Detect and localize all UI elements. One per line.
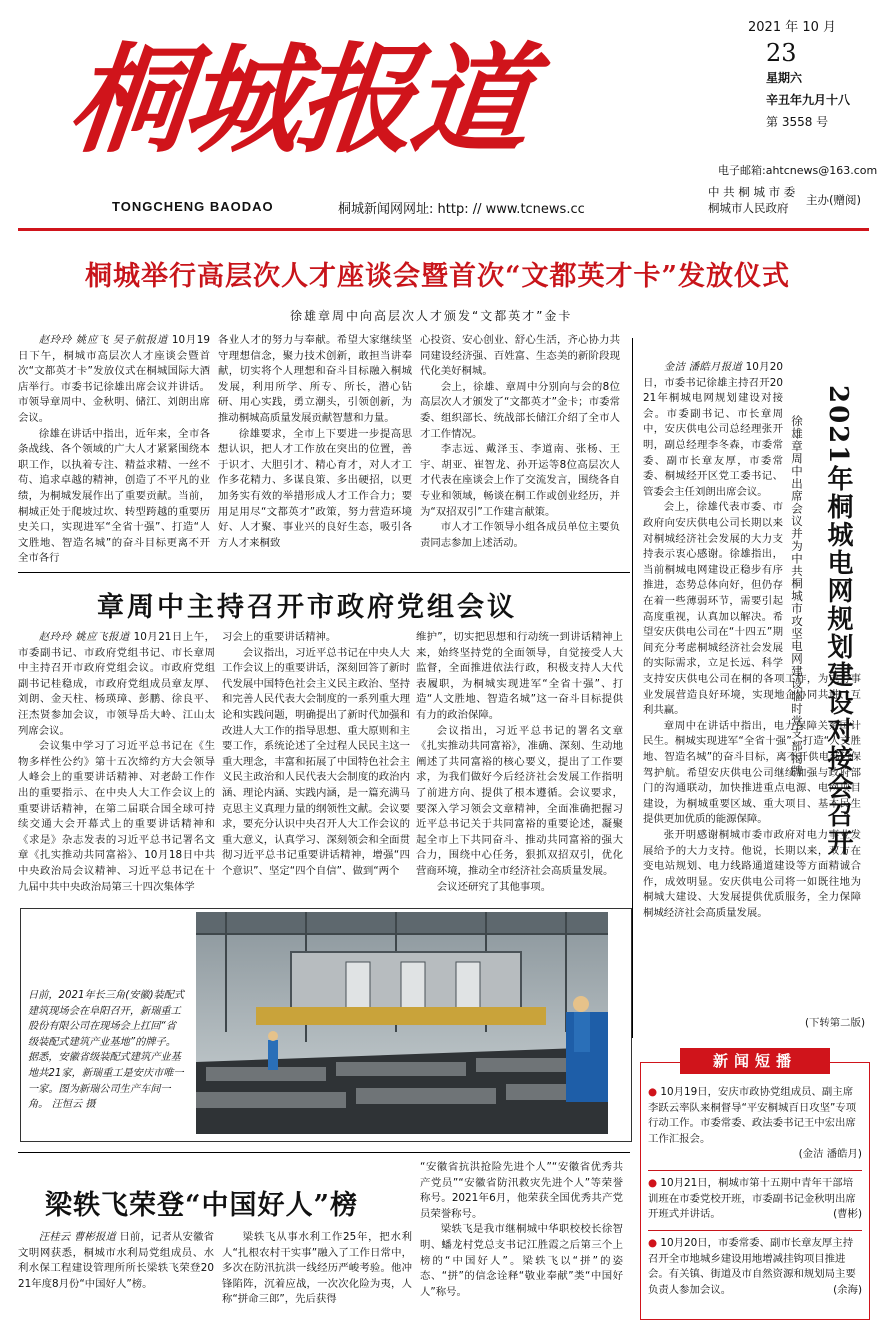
paragraph: 会议还研究了其他事项。 [436, 880, 552, 893]
issue-lunar: 辛丑年九月十八 [766, 93, 851, 107]
section-divider-1 [18, 572, 630, 573]
grid-rest-column [643, 672, 861, 1014]
brief-item-1-author: (金洁 潘皓月) [798, 1148, 862, 1161]
photo-caption: 日前，2021年长三角(安徽)装配式建筑现场会在阜阳召开，新瑞重工股份有限公司在现场会上扛回“省级装配式建筑产业基地”的牌子。据悉，安徽省级装配式建筑产业基地共21家，新瑞重工是安庆市唯一一家。图为新瑞公司生产车间一角。 汪恒云 摄 [28, 990, 185, 1111]
masthead-divider [18, 228, 869, 231]
party-text-col1: 10月21日上午，市委副书记、市政府党组书记、市长章周中主持召开市政府党组会议。市政府党组副书记桂稳成，市政府党组成员章友厚、刘朗、金天柱、杨瑛璋、彭鹏、徐良平、汪杰贤参加会议，市领导岳大岭、江山太列席会议。 [18, 631, 215, 737]
bullet-icon: ● [648, 1237, 658, 1249]
sponsor-role: 主办(赠阅) [806, 193, 861, 207]
masthead-title: 桐城报道 [62, 30, 534, 169]
lead-text-col2: 各业人才的努力与奉献。希望大家继续坚守理想信念，聚力技术创新，敢担当讲奉献，切实将个人理想和奋斗目标融入桐城发展，利用所学、所专、所长，潜心钻研、用心实践，勇立潮头，引领创新，为推动桐城高质量发展贡献智慧和力量。 [218, 334, 412, 424]
paragraph: 会上，徐雄代表市委、市政府向安庆供电公司长期以来对桐城经济社会发展的大力支持表示衷心感谢。徐雄指出，当前桐城电网建设正稳步有序推进，态势总体向好，但仍存在着一些薄弱环节，需要引起高度重视，认真加以解决。希望安庆供电公司在“十四五”期间充分考虑桐城经济社会发展的实际需求，立足长远、科学 [643, 501, 783, 670]
bullet-icon: ● [648, 1086, 658, 1098]
party-byline: 赵玲玲 姚应飞报道 [38, 631, 130, 643]
masthead-pinyin: TONGCHENG BAODAO [112, 199, 274, 214]
good-person-text-col2: 梁轶飞从事水利工作25年，把水利人“扎根农村干实事”融入了工作日常中，多次在防汛抗洪一线经历严峻考验。他冲锋陷阵，沉着应战，一次次化险为夷，人称“拼命三郎”，先后获得 [222, 1231, 412, 1306]
good-person-headline[interactable]: 梁轶飞荣登“中国好人”榜 [45, 1190, 359, 1221]
brief-item-3[interactable] [648, 1236, 862, 1316]
brief-item-3-author: (余海) [833, 1283, 862, 1296]
party-column-3 [416, 630, 623, 894]
party-text-col3: 维护”，切实把思想和行动统一到讲话精神上来，始终坚持党的全面领导，自觉接受人大监督，全面推进依法行政，积极支持人大代表履职，为桐城实现进军“全省十强”、打造“人文胜地、智造名城”这一奋斗目标提供有力的政治保障。 [416, 631, 623, 721]
lead-text-col1: 10月19日下午，桐城市高层次人才座谈会暨首次“文都英才卡”发放仪式在桐城国际大酒店举行。市委书记徐雄出席会议并讲话。市领导章周中、金秋明、储江、刘朗出席会议。 [18, 334, 210, 424]
good-person-byline: 汪桂云 曹彬报道 [38, 1231, 116, 1243]
contact-email: 电子邮箱:ahtcnews@163.com [718, 164, 878, 177]
lead-column-3 [420, 333, 620, 567]
website-url[interactable]: 桐城新闻网网址: http: // www.tcnews.cc [338, 202, 585, 217]
brief-item-2-author: (曹彬) [833, 1208, 862, 1221]
good-person-text-col3: “安徽省抗洪抢险先进个人”“安徽省优秀共产党员”“安徽省防汛救灾先进个人”等荣誉称号。2021年6月，他荣获全国优秀共产党员荣誉称号。 [420, 1161, 623, 1220]
good-person-text-col1: 日前，记者从安徽省文明网获悉，桐城市水利局党组成员、水利水保工程建设管理所所长梁轶飞荣登2021年度8月份“中国好人”榜。 [18, 1231, 214, 1290]
brief-divider-2 [648, 1230, 862, 1231]
paragraph: 梁轶飞是我市继桐城中华职校校长徐智明、蟠龙村党总支书记江胜霞之后第三个上榜的“中国好人”。梁轶飞以“拼”的姿态、“拼”的信念诠释“敬业奉献”类“中国好人”称号。 [420, 1223, 623, 1298]
paragraph: 会上，徐雄、章周中分别向与会的8位高层次人才颁发了“文都英才”金卡；市委常委、组织部长、统战部长储江介绍了全市人才工作情况。 [420, 380, 620, 440]
paragraph: 会议集中学习了习近平总书记在《生物多样性公约》第十五次缔约方大会领导人峰会上的重要讲话精神、对老龄工作作出的重要指示、在中央人大工作会议上的重要讲话精神，在第二届联合国全球可持续交通大会开幕式上的重要讲话精神和《求是》杂志发表的习近平总书记署名文章《扎实推动共同富裕》、10月18日中共中央政治局会议精神、习近平总书记在十九届中共中央政治局第三十四次集体学 [18, 740, 215, 893]
sponsor-party: 中 共 桐 城 市 委 [708, 185, 796, 199]
party-headline[interactable]: 章周中主持召开市政府党组会议 [97, 592, 517, 623]
lead-text-col3: 心投资、安心创业、舒心生活，齐心协力共同建设经济强、百姓富、生态美的新阶段现代化美好桐城。 [420, 334, 620, 378]
party-text-col2: 习会上的重要讲话精神。 [222, 631, 337, 643]
paragraph: 会议指出，习近平总书记的署名文章《扎实推动共同富裕》，准确、深刻、生动地阐述了共同富裕的核心要义，提出了工作要求，为我们做好今后经济社会发展工作指明了前进方向、提供了根本遵循。会议要求，要深入学习领会文章精神，全面准确把握习近平总书记关于共同富裕的重要论述，凝聚起全市上下共同奋斗、推动共同富裕的强大合力，围绕中心任务，狠抓双招双引，优化营商环境，推动全市经济社会高质量发展。 [416, 724, 623, 877]
column-divider-right [632, 338, 633, 1038]
good-person-column-2 [222, 1230, 412, 1318]
party-column-1 [18, 630, 215, 894]
paragraph: 徐雄要求，全市上下要进一步提高思想认识，把人才工作放在突出的位置，善于识才、大胆引才、精心育才，对人才工作多花精力、多谋良策、多出硬招，以更加务实有效的举措形成人才工作合力；要用足用尽“文都英才”政策，努力营造环境好、人才聚、事业兴的良好生态，吸引各方人才来桐致 [218, 427, 412, 549]
paragraph: 李志远、戴泽玉、李道南、张杨、王宇、胡亚、崔智龙、孙开运等8位高层次人才代表在座谈会上作了交流发言，围绕各自专业和领域，畅谈在桐工作或创业经历，并为“双招双引”工作建言献策。 [420, 443, 620, 518]
grid-rest-text: 支持安庆供电公司在桐的各项工作，为电力事业发展营造良好环境，实现地企协同共进、互利共赢。 [643, 673, 861, 717]
paragraph: 徐雄在讲话中指出，近年来，全市各条战线、各个领域的广大人才紧紧围绕本职工作，以执着专注、精益求精、一丝不苟、追求卓越的精神，创造了不平凡的业绩，为桐城发展作出了重要贡献。当前，桐城正处于爬坡过坎、转型跨越的重要历史关口，实现进军“全省十强”、打造“人文胜地、智造名城”的奋斗目标更离不开全市各行 [18, 427, 210, 565]
lead-subhead: 徐雄章周中向高层次人才颁发“文都英才”金卡 [290, 309, 573, 323]
lead-byline: 赵玲玲 姚应飞 吴子航报道 [38, 334, 168, 346]
issue-day: 23 [766, 39, 797, 67]
paragraph: 张开明感谢桐城市委市政府对电力事业发展给予的大力支持。他说，长期以来，双方在变电站规划、电力线路通道建设等方面精诚合作，成效明显。安庆供电公司将一如既往地为桐城大建设、大发展提供优质服务，全力保障桐城经济社会高质量发展。 [643, 828, 861, 919]
brief-item-2-text: 10月21日，桐城市第十五期中青年干部培训班在市委党校开班，市委副书记金秋明出席开班式并讲话。 [648, 1177, 856, 1221]
briefs-header: 新闻短播 [680, 1048, 830, 1074]
bullet-icon: ● [648, 1177, 658, 1189]
lead-column-1 [18, 333, 210, 567]
factory-photo-image [196, 912, 608, 1134]
paragraph: 市人才工作领导小组各成员单位主要负责同志参加上述活动。 [420, 521, 620, 549]
grid-title[interactable]: 2021年桐城电网规划建设对接会召开 [823, 385, 853, 858]
brief-divider-1 [648, 1170, 862, 1171]
grid-byline: 金洁 潘皓月报道 [663, 361, 743, 373]
brief-item-1-text: 10月19日，安庆市政协党组成员、副主席李跃云率队来桐督导“平安桐城百日攻坚”专项行动工作。市委常委、政法委书记王中宏出席工作汇报会。 [648, 1086, 857, 1145]
lead-column-2 [218, 333, 412, 567]
factory-photo[interactable] [196, 912, 608, 1134]
brief-item-3-text: 10月20日，市委常委、副市长章友厚主持召开全市地城乡建设用地增减挂钩项目推进会。有关镇、街道及市自然资源和规划局主要负责人参加会议。 [648, 1237, 856, 1296]
good-person-column-1 [18, 1230, 214, 1318]
paragraph: 会议指出，习近平总书记在中央人大工作会议上的重要讲话，深刻回答了新时代发展中国特色社会主义民主政治、坚持和完善人民代表大会制度的一系列重大理论和实践问题，明确提出了新时代加强和改进人大工作的指导思想、重大原则和主要工作，系统论述了全过程人民民主这一重大理念，丰富和拓展了中国特色社会主义民主政治和人民代表大会制度的政治内涵、理论内涵、实践内涵，是一篇充满马克思主义真理力量的纲领性文献。会议要求，要充分认识中央召开人大工作会议的重大意义，认真学习、深刻领会和全面贯彻习近平总书记重要讲话精神，增强“四个意识”、坚定“四个自信”、做到“两个 [222, 646, 410, 877]
sponsor-government: 桐城市人民政府 [708, 201, 789, 215]
issue-date-box [748, 20, 878, 130]
party-column-2 [222, 630, 410, 894]
brief-item-1[interactable] [648, 1085, 862, 1167]
lead-headline[interactable]: 桐城举行高层次人才座谈会暨首次“文都英才卡”发放仪式 [85, 261, 791, 292]
paragraph: 章周中在讲话中指出，电力保障关系国计民生。桐城实现进军“全省十强”、打造“人文胜地、智造名城”的奋斗目标，离不开供电部门保驾护航。希望安庆供电公司继续加强与政府部门的沟通联动，加快推进重点电源、电网项目建设，为桐城重要区域、重大项目、基本民生提供更加优质的能源保障。 [643, 719, 861, 826]
grid-continued: (下转第二版) [804, 1017, 865, 1029]
grid-intro-text: 10月20日，市委书记徐雄主持召开2021年桐城电网规划建设对接会。市委副书记、市长章周中，安庆供电公司总经理张开明，副总经理李冬森，市委常委、副市长章友厚，市委常委、桐城经开区党工委书记、管委会主任刘朗出席会议。 [643, 361, 783, 498]
section-divider-2 [18, 1152, 630, 1153]
good-person-column-3 [420, 1160, 623, 1318]
brief-item-2[interactable] [648, 1176, 862, 1228]
grid-intro-column [643, 360, 783, 672]
issue-number: 第 3558 号 [766, 115, 829, 129]
grid-subtitle: 徐雄章周中出席会议并为中共桐城市攻坚电网建设临时党支部揭牌 [790, 415, 804, 778]
issue-year-month: 2021 年 10 月 [748, 20, 837, 35]
issue-weekday: 星期六 [766, 71, 803, 85]
sponsor-names [708, 184, 808, 216]
